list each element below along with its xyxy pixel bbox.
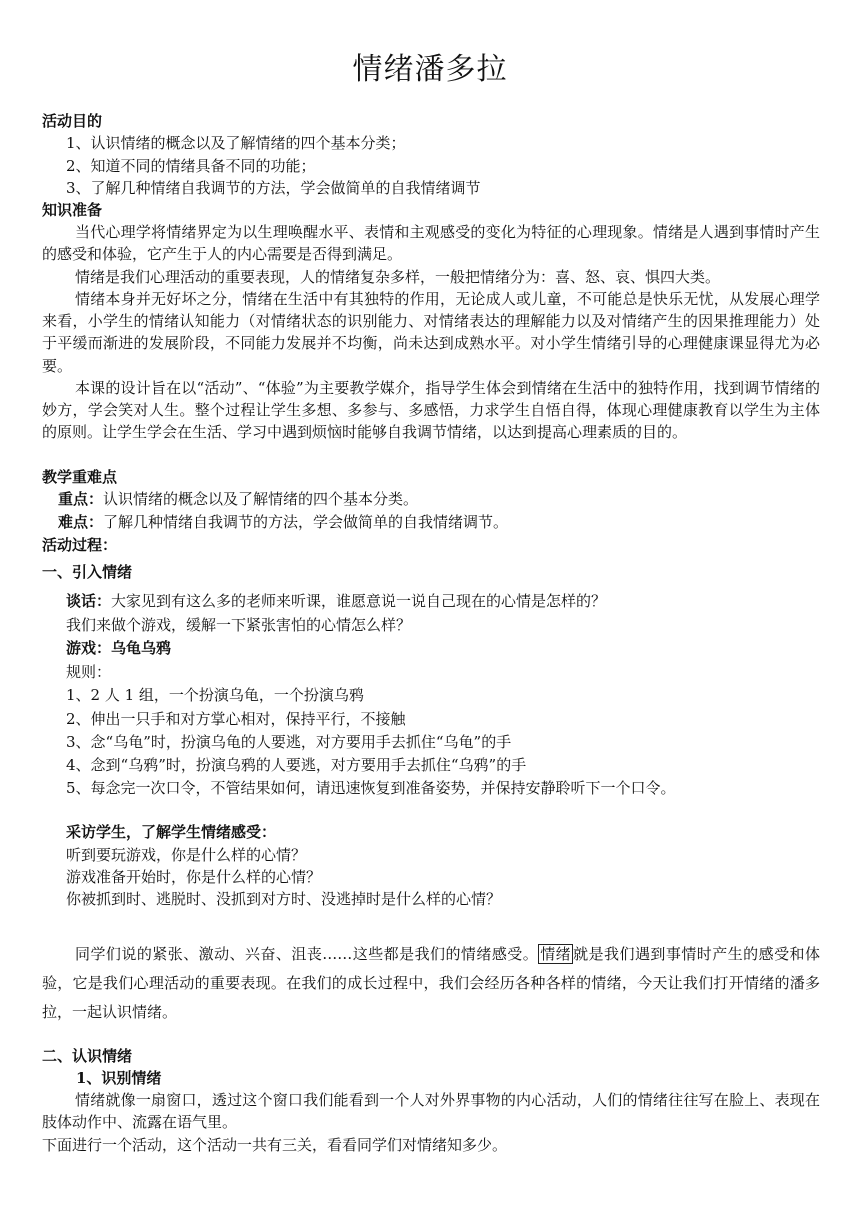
knowledge-paragraph-1: 当代心理学将情绪界定为以生理唤醒水平、表情和主观感受的变化为特征的心理现象。情绪是人遇到事情时产生的感受和体验，它产生于人的内心需要是否得到满足。 xyxy=(42,223,820,264)
goal-item-1: 1、认识情绪的概念以及了解情绪的四个基本分类； xyxy=(66,134,406,152)
question-2: 游戏准备开始时，你是什么样的心情？ xyxy=(66,868,322,886)
rules-label: 规则： xyxy=(66,663,112,681)
goals-heading: 活动目的 xyxy=(42,112,103,130)
difficulty-label: 难点： xyxy=(58,513,104,531)
question-1: 听到要玩游戏，你是什么样的心情？ xyxy=(66,846,307,864)
knowledge-paragraph-3: 情绪本身并无好坏之分，情绪在生活中有其独特的作用，无论成人或儿童，不可能总是快乐无忧，从发展心理学来看，小学生的情绪认知能力（对情绪状态的识别能力、对情绪表达的理解能力以及对情绪产生的因果推理能力）处于平缓而渐进的发展阶段，不同能力发展并不均衡，尚未达到成熟水平。对小学生情绪引导的心理健康课显得尤为必要。 xyxy=(42,290,820,375)
section2-heading: 二、认识情绪 xyxy=(42,1047,133,1065)
summary-after: 就是我们遇到事情时产生的感受和体验，它是我们心理活动的重要表现。在我们的成长过程中，我们会经历各种各样的情绪，今天让我们打开情绪的潘多拉，一起认识情绪。 xyxy=(42,945,820,1021)
activity-line: 下面进行一个活动，这个活动一共有三关，看看同学们对情绪知多少。 xyxy=(42,1136,508,1154)
focus-text: 认识情绪的概念以及了解情绪的四个基本分类。 xyxy=(103,490,419,508)
goal-item-2: 2、知道不同的情绪具备不同的功能； xyxy=(66,157,316,175)
goal-item-3: 3、了解几种情绪自我调节的方法，学会做简单的自我情绪调节 xyxy=(66,179,481,197)
knowledge-paragraph-2: 情绪是我们心理活动的重要表现，人的情绪复杂多样，一般把情绪分为：喜、怒、哀、惧四大类。 xyxy=(75,268,721,286)
rule-item-5: 5、每念完一次口令，不管结果如何，请迅速恢复到准备姿势，并保持安静聆听下一个口令。 xyxy=(66,779,676,797)
difficulty-text: 了解几种情绪自我调节的方法，学会做简单的自我情绪调节。 xyxy=(103,513,509,531)
process-heading: 活动过程： xyxy=(42,536,118,554)
focus-label: 重点： xyxy=(58,490,104,508)
rule-item-2: 2、伸出一只手和对方掌心相对，保持平行，不接触 xyxy=(66,710,406,728)
knowledge-paragraph-4: 本课的设计旨在以“活动”、“体验”为主要教学媒介，指导学生体会到情绪在生活中的独特作用，找到调节情绪的妙方，学会笑对人生。整个过程让学生多想、多参与、多感悟，力求学生自悟自得，体现心理健康教育以学生为主体的原则。让学生学会在生活、学习中遇到烦恼时能够自我调节情绪，以达到提高心理素质的目的。 xyxy=(42,379,820,442)
game-intro: 我们来做个游戏，缓解一下紧张害怕的心情怎么样？ xyxy=(66,616,412,634)
rule-item-1: 1、2 人 1 组，一个扮演乌龟，一个扮演乌鸦 xyxy=(66,686,364,704)
summary-before: 同学们说的紧张、激动、兴奋、沮丧……这些都是我们的情绪感受。 xyxy=(75,945,539,963)
emotion-term-boxed: 情绪 xyxy=(540,945,572,963)
key-points-heading: 教学重难点 xyxy=(42,468,118,486)
talk-line xyxy=(66,590,606,612)
summary-paragraph xyxy=(42,940,820,1027)
rule-item-3: 3、念“乌龟”时，扮演乌龟的人要逃，对方要用手去抓住“乌龟”的手 xyxy=(66,733,512,751)
difficulty-line xyxy=(58,511,508,533)
page-title: 情绪潘多拉 xyxy=(352,52,508,87)
rule-item-4: 4、念到“乌鸦”时，扮演乌鸦的人要逃，对方要用手去抓住“乌鸦”的手 xyxy=(66,756,527,774)
section2-sub1-text: 情绪就像一扇窗口，透过这个窗口我们能看到一个人对外界事物的内心活动，人们的情绪往往写在脸上、表现在肢体动作中、流露在语气里。 xyxy=(42,1091,820,1132)
focus-line xyxy=(58,488,418,510)
interview-heading: 采访学生，了解学生情绪感受： xyxy=(66,823,277,841)
question-3: 你被抓到时、逃脱时、没抓到对方时、没逃掉时是什么样的心情？ xyxy=(66,890,502,908)
section1-heading: 一、引入情绪 xyxy=(42,563,133,581)
section2-sub1-heading: 1、识别情绪 xyxy=(76,1069,162,1087)
game-label: 游戏：乌龟乌鸦 xyxy=(66,639,172,657)
knowledge-heading: 知识准备 xyxy=(42,201,103,219)
talk-label: 谈话： xyxy=(66,592,112,610)
talk-text: 大家见到有这么多的老师来听课，谁愿意说一说自己现在的心情是怎样的？ xyxy=(111,592,607,610)
